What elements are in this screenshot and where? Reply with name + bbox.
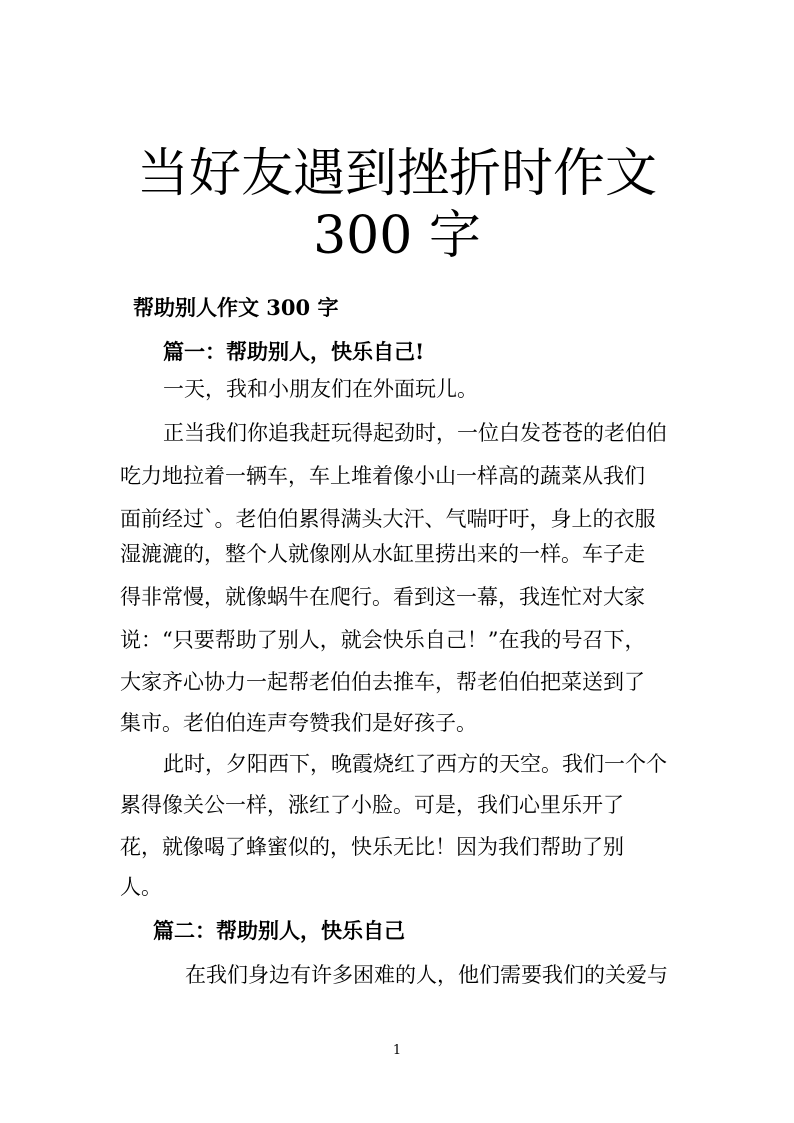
body-line: 吃力地拉着一辆车，车上堆着像小山一样高的蔬菜从我们: [120, 464, 645, 488]
part1-heading: 篇一：帮助别人，快乐自己!: [163, 339, 425, 364]
body-line: 正当我们你追我赶玩得起劲时，一位白发苍苍的老伯伯: [163, 421, 667, 445]
body-line: 面前经过`。老伯伯累得满头大汗、气喘吁吁，身上的衣服: [120, 507, 656, 531]
body-line: 花，就像喝了蜂蜜似的，快乐无比！因为我们帮助了别: [120, 835, 624, 859]
body-line: 集市。老伯伯连声夸赞我们是好孩子。: [120, 711, 477, 735]
body-line: 说：“只要帮助了别人，就会快乐自己！”在我的号召下，: [120, 628, 646, 652]
document-title-line-2: 300 字: [313, 206, 481, 266]
essay-subtitle: 帮助别人作文 300 字: [133, 295, 339, 320]
part2-heading: 篇二：帮助别人，快乐自己: [153, 918, 405, 943]
body-line: 人。: [120, 875, 162, 899]
page-number: 1: [392, 1043, 402, 1058]
body-line: 湿漉漉的，整个人就像刚从水缸里捞出来的一样。车子走: [120, 542, 645, 566]
body-line: 得非常慢，就像蜗牛在爬行。看到这一幕，我连忙对大家: [120, 585, 645, 609]
body-line: 累得像关公一样，涨红了小脸。可是，我们心里乐开了: [120, 793, 624, 817]
document-title-line-1: 当好友遇到挫折时作文: [136, 144, 657, 204]
body-line: 在我们身边有许多困难的人，他们需要我们的关爱与: [185, 963, 668, 987]
body-line: 大家齐心协力一起帮老伯伯去推车，帮老伯伯把菜送到了: [120, 670, 645, 694]
body-line: 此时，夕阳西下，晚霞烧红了西方的天空。我们一个个: [163, 752, 667, 776]
body-line: 一天，我和小朋友们在外面玩儿。: [163, 377, 478, 401]
